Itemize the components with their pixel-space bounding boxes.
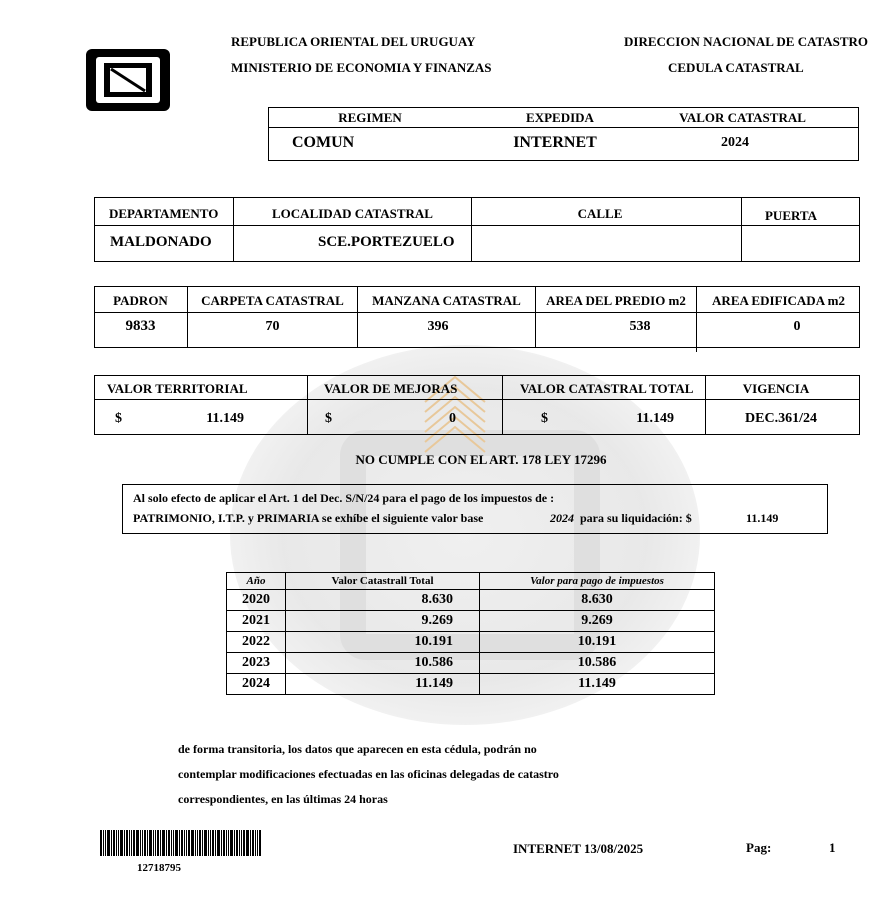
history-year: 2020 xyxy=(227,590,286,611)
history-total: 10.586 xyxy=(286,653,480,674)
localidad-value: SCE.PORTEZUELO xyxy=(318,234,455,250)
history-year: 2023 xyxy=(227,653,286,674)
tax-amount: 11.149 xyxy=(746,511,779,525)
location-divider xyxy=(94,225,860,226)
history-total: 11.149 xyxy=(286,674,480,695)
valor-catastral-year: 2024 xyxy=(721,135,749,150)
total-value: 11.149 xyxy=(636,411,674,426)
footnote-line-1: de forma transitoria, los datos que aparecen en esta cédula, podrán no xyxy=(178,742,537,756)
history-total: 8.630 xyxy=(286,590,480,611)
header-country: REPUBLICA ORIENTAL DEL URUGUAY xyxy=(231,34,476,49)
history-year: 2022 xyxy=(227,632,286,653)
history-header-tax-value: Valor para pago de impuestos xyxy=(480,573,715,590)
property-divider xyxy=(94,312,860,313)
table-row xyxy=(227,590,715,611)
manzana-label: MANZANA CATASTRAL xyxy=(372,293,521,308)
location-sep-1 xyxy=(233,197,234,262)
expedida-label: EXPEDIDA xyxy=(526,110,594,125)
manzana-value: 396 xyxy=(427,319,449,334)
history-tax-value: 10.586 xyxy=(480,653,715,674)
location-sep-2 xyxy=(471,197,472,262)
total-currency: $ xyxy=(541,411,548,426)
carpeta-value: 70 xyxy=(265,319,280,334)
valuation-divider xyxy=(94,399,860,400)
expedida-value: INTERNET xyxy=(513,134,597,151)
history-tax-value: 11.149 xyxy=(480,674,715,695)
puerta-label: PUERTA xyxy=(764,208,818,223)
barcode xyxy=(100,830,262,856)
tax-line-2: PATRIMONIO, I.T.P. y PRIMARIA se exhíbe el siguiente valor base xyxy=(133,511,484,525)
area-predio-value: 538 xyxy=(629,319,651,334)
history-year: 2024 xyxy=(227,674,286,695)
table-row xyxy=(227,632,715,653)
departamento-value: MALDONADO xyxy=(110,234,212,250)
history-header-total: Valor Catastrall Total xyxy=(286,573,480,590)
total-label: VALOR CATASTRAL TOTAL xyxy=(520,381,694,396)
tax-year: 2024 xyxy=(550,511,574,525)
vigencia-value: DEC.361/24 xyxy=(745,411,817,426)
catastro-logo-icon xyxy=(84,47,172,113)
history-tax-value: 10.191 xyxy=(480,632,715,653)
table-row xyxy=(227,611,715,632)
territorial-value: 11.149 xyxy=(206,411,244,426)
area-edificada-value: 0 xyxy=(793,319,801,334)
history-year: 2021 xyxy=(227,611,286,632)
padron-label: PADRON xyxy=(113,293,168,308)
page-label: Pag: xyxy=(746,840,772,855)
notice-text: NO CUMPLE CON EL ART. 178 LEY 17296 xyxy=(355,452,607,467)
carpeta-label: CARPETA CATASTRAL xyxy=(201,293,344,308)
departamento-label: DEPARTAMENTO xyxy=(109,206,219,221)
history-table xyxy=(226,572,715,695)
table-row xyxy=(227,674,715,695)
history-total: 10.191 xyxy=(286,632,480,653)
mejoras-currency: $ xyxy=(325,411,332,426)
issued-date: INTERNET 13/08/2025 xyxy=(513,841,644,856)
location-sep-3 xyxy=(741,197,742,262)
area-predio-label: AREA DEL PREDIO m2 xyxy=(546,293,686,308)
padron-value: 9833 xyxy=(125,318,156,334)
history-header-row xyxy=(227,573,715,590)
territorial-currency: $ xyxy=(115,411,122,426)
mejoras-label: VALOR DE MEJORAS xyxy=(324,381,458,396)
footnote-line-3: correspondientes, en las últimas 24 horas xyxy=(178,792,388,806)
header-agency: DIRECCION NACIONAL DE CATASTRO xyxy=(624,34,869,49)
territorial-label: VALOR TERRITORIAL xyxy=(107,381,248,396)
regimen-value: COMUN xyxy=(292,134,355,151)
table-row xyxy=(227,653,715,674)
tax-line-2-end: para su liquidación: $ xyxy=(580,511,692,525)
calle-label: CALLE xyxy=(577,206,623,221)
footnote-line-2: contemplar modificaciones efectuadas en las oficinas delegadas de catastro xyxy=(178,767,559,781)
valor-catastral-label: VALOR CATASTRAL xyxy=(679,110,806,125)
localidad-label: LOCALIDAD CATASTRAL xyxy=(272,206,433,221)
valuation-sep-2 xyxy=(502,375,503,435)
area-edificada-label: AREA EDIFICADA m2 xyxy=(712,293,845,308)
mejoras-value: 0 xyxy=(449,411,456,426)
valuation-sep-1 xyxy=(307,375,308,435)
history-header-year: Año xyxy=(227,573,286,590)
history-tax-value: 9.269 xyxy=(480,611,715,632)
history-total: 9.269 xyxy=(286,611,480,632)
vigencia-label: VIGENCIA xyxy=(742,381,810,396)
header-ministry: MINISTERIO DE ECONOMIA Y FINANZAS xyxy=(231,60,492,75)
page-number: 1 xyxy=(829,840,836,855)
regimen-label: REGIMEN xyxy=(338,110,402,125)
tax-line-1: Al solo efecto de aplicar el Art. 1 del Dec. S/N/24 para el pago de los impuestos de : xyxy=(133,491,555,505)
barcode-number: 12718795 xyxy=(137,862,181,874)
history-tax-value: 8.630 xyxy=(480,590,715,611)
header-document-title: CEDULA CATASTRAL xyxy=(668,60,804,75)
regimen-divider xyxy=(268,127,859,128)
